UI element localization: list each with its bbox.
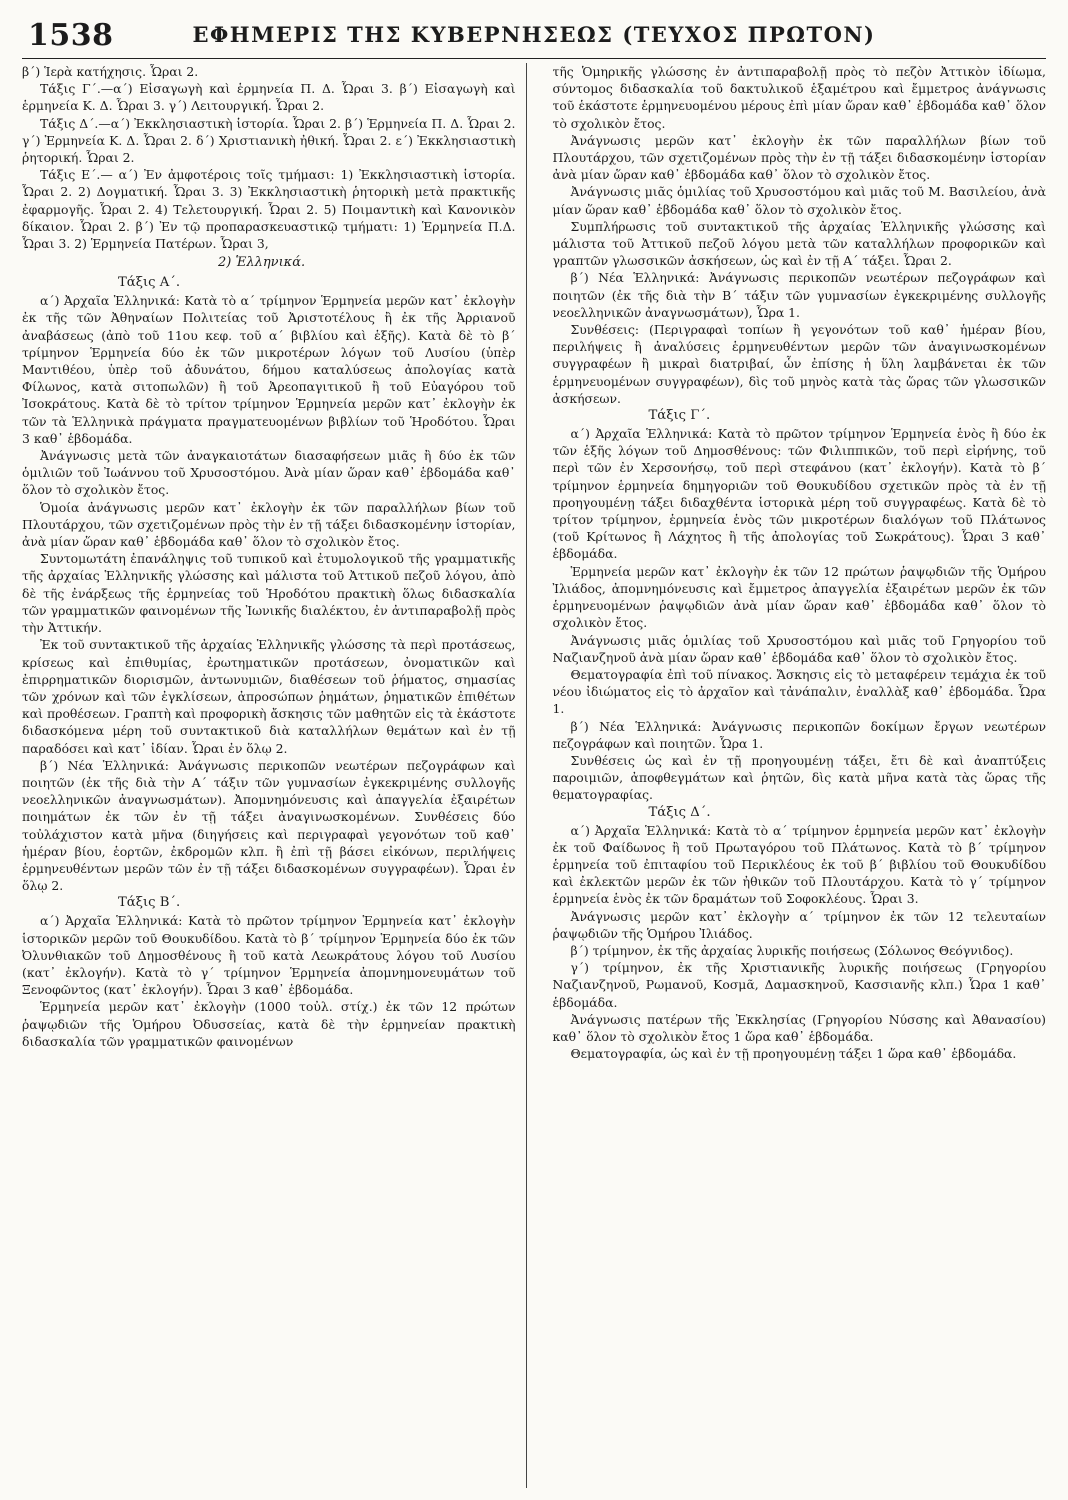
class-heading: Τάξις Β΄. [118,895,181,911]
paragraph: Ἀνάγνωσις μιᾶς ὁμιλίας τοῦ Χρυσοστόμου καὶ μιᾶς τοῦ Μ. Βασιλείου, ἀνὰ μίαν ὥραν καθ᾽ ἑβδομάδα καθ᾽ ὅλον τὸ σχολικὸν ἔτος. [552,184,1046,217]
page-header [22,14,1046,59]
paragraph: β΄) Νέα Ἑλληνικά: Ἀνάγνωσις περικοπῶν νεωτέρων πεζογράφων καὶ ποιητῶν (ἐκ τῆς διὰ τὴν Β΄ τάξιν τῶν γυμνασίων ἐγκεκριμένης συλλογῆς νεοελληνικῶν ἀναγνωσμάτων), Ὧρα 1. [552,270,1046,320]
paragraph: γ΄) τρίμηνον, ἐκ τῆς Χριστιανικῆς λυρικῆς ποιήσεως (Γρηγορίου Ναζιανζηνοῦ, Ρωμανοῦ, Κοσμᾶ, Δαμασκηνοῦ, Κασσιανῆς κλπ.) Ὧρα 1 καθ᾽ ἑβδομάδα. [552,960,1046,1010]
paragraph: Συνθέσεις: (Περιγραφαὶ τοπίων ἢ γεγονότων τοῦ καθ᾽ ἡμέραν βίου, περιλήψεις ἢ ἀναλύσεις ἑρμηνευθέντων μερῶν τῶν ἀναγινωσκομένων συγγραφέων ἢ μικραὶ διατριβαί, ὧν ἐπίσης ἡ ὕλη λαμβάνεται ἐκ τῶν ἑρμηνευομένων συγγραφέων), δὶς τοῦ μηνὸς κατὰ τὰς ὥρας τῶν γλωσσικῶν ἀσκήσεων. [552,322,1046,406]
paragraph: β΄) τρίμηνον, ἐκ τῆς ἀρχαίας λυρικῆς ποιήσεως (Σόλωνος Θεόγνιδος). [570,942,1014,958]
right-column [549,63,1047,1488]
left-column [22,63,527,1488]
paragraph: Συντομωτάτη ἐπανάληψις τοῦ τυπικοῦ καὶ ἐτυμολογικοῦ τῆς γραμματικῆς τῆς ἀρχαίας Ἑλληνικῆς γλώσσης καὶ μάλιστα τοῦ Ἀττικοῦ πεζοῦ λόγου, ἀπὸ δὲ τῆς ἐνάρξεως τῆς ἑρμηνείας τοῦ Ἡροδότου πρακτικὴ ὅλως διδασκαλία τῶν γραμματικῶν φαινομένων τῆς Ἰωνικῆς διαλέκτου, ἐν ἀντιπαραβολῇ πρὸς τὴν Ἀττικήν. [22,551,516,636]
paragraph: Ὁμοία ἀνάγνωσις μερῶν κατ᾽ ἐκλογὴν ἐκ τῶν παραλλήλων βίων τοῦ Πλουτάρχου, τῶν σχετιζομένων πρὸς τὴν ἐν τῇ τάξει διδασκομένην ἱστορίαν, ἀνὰ μίαν ὥραν καθ᾽ ἑβδομάδα καθ᾽ ὅλον τὸ σχολικὸν ἔτος. [22,499,516,550]
paragraph: Τάξις Δ΄.—α΄) Ἐκκλησιαστικὴ ἱστορία. Ὧραι 2. β΄) Ἑρμηνεία Π. Δ. Ὧραι 2. γ΄) Ἑρμηνεία Κ. Δ. Ὧραι 2. δ΄) Χριστιανικὴ ἠθική. Ὧραι 2. ε΄) Ἐκκλησιαστικὴ ῥητορική. Ὧραι 2. [22,115,516,166]
paragraph: Ἑρμηνεία μερῶν κατ᾽ ἐκλογὴν ἐκ τῶν 12 πρώτων ῥαψῳδιῶν τῆς Ὁμήρου Ἰλιάδος, ἀπομνημόνευσις καὶ ἔμμετρος ἀπαγγελία ἐξαιρέτων μερῶν ἐκ τῶν ἑρμηνευομένων ῥαψῳδιῶν ἀνὰ μίαν ὥραν καθ᾽ ἑβδομάδα καθ᾽ ὅλον τὸ σχολικὸν ἔτος. [552,563,1046,631]
paragraph: τῆς Ὁμηρικῆς γλώσσης ἐν ἀντιπαραβολῇ πρὸς τὸ πεζὸν Ἀττικὸν ἰδίωμα, σύντομος διδασκαλία τοῦ δακτυλικοῦ ἑξαμέτρου καὶ ἔμμετρος ἀνάγνωσις τοῦ ἑκάστοτε ἑρμηνευομένου μέρους ἐπὶ μίαν ὥραν καθ᾽ ἑβδομάδα καθ᾽ ὅλον τὸ σχολικὸν ἔτος. [552,64,1046,131]
paragraph: β΄) Νέα Ἑλληνικά: Ἀνάγνωσις περικοπῶν νεωτέρων πεζογράφων καὶ ποιητῶν (ἐκ τῆς διὰ τὴν Α΄ τάξιν τῶν γυμνασίων ἐγκεκριμένης συλλογῆς νεοελληνικῶν ἀναγνωσμάτων). Ἀπομνημόνευσις καὶ ἀπαγγελία ἐξαιρέτων ποιημάτων ἐκ τῶν ἐν τῇ τάξει ἀναγινωσκομένων. Συνθέσεις δύο τοὐλάχιστον κατὰ μῆνα (διηγήσεις καὶ περιγραφαὶ γεγονότων τοῦ καθ᾽ ἡμέραν βίου, ἑορτῶν, ἐκδρομῶν κλπ. ἢ ἐπὶ τῇ βάσει εἰκόνων, περιλήψεις ἑρμηνευθέντων μερῶν τῶν ἐν τῇ τάξει διδασκομένων συγγραφέων). Ὧραι ἐν ὅλῳ 2. [22,757,516,894]
paragraph: Ἐκ τοῦ συντακτικοῦ τῆς ἀρχαίας Ἑλληνικῆς γλώσσης τὰ περὶ προτάσεως, κρίσεως καὶ ἐπιθυμίας, ἐρωτηματικῶν προτάσεων, ὀνοματικῶν καὶ ἐπιρρηματικῶν διορισμῶν, ἀντωνυμιῶν, διαθέσεων τοῦ ῥήματος, σημασίας τῶν χρόνων καὶ τῶν ἐγκλίσεων, ἀπροσώπων ῥημάτων, ῥηματικῶν ἐπιθέτων καὶ προθέσεων. Γραπτὴ καὶ προφορικὴ ἄσκησις τῶν μαθητῶν εἰς τὰ ἑκάστοτε διδασκόμενα μέρη τοῦ συντακτικοῦ διὰ καταλλήλων θεμάτων καὶ ἐν τῇ παραδόσει καὶ κατ᾽ ἰδίαν. Ὧραι ἐν ὅλῳ 2. [22,637,516,756]
paragraph: Τάξις Γ΄.—α΄) Εἰσαγωγὴ καὶ ἑρμηνεία Π. Δ. Ὧραι 3. β΄) Εἰσαγωγὴ καὶ ἑρμηνεία Κ. Δ. Ὧραι 3. γ΄) Λειτουργική. Ὧραι 2. [22,81,516,114]
paragraph: Ἀνάγνωσις μερῶν κατ᾽ ἐκλογὴν ἐκ τῶν παραλλήλων βίων τοῦ Πλουτάρχου, τῶν σχετιζομένων πρὸς τὴν ἐν τῇ τάξει διδασκομένην ἱστορίαν ἀνὰ μίαν ὥραν καθ᾽ ἑβδομάδα καθ᾽ ὅλον τὸ σχολικὸν ἔτος. [552,132,1046,183]
class-heading: Τάξις Γ΄. [648,408,711,424]
paragraph: α΄) Ἀρχαῖα Ἑλληνικά: Κατὰ τὸ α΄ τρίμηνον ἑρμηνεία μερῶν κατ᾽ ἐκλογὴν ἐκ τοῦ Φαίδωνος ἢ τοῦ Πρωταγόρου τοῦ Πλάτωνος. Κατὰ τὸ β΄ τρίμηνον ἑρμηνεία τοῦ ἐπιταφίου τοῦ Περικλέους ἐκ τοῦ β΄ βιβλίου τοῦ Θουκυδίδου καὶ ἐκλεκτῶν μερῶν ἐκ τῶν ἠθικῶν τοῦ Πλουτάρχου. Κατὰ τὸ γ΄ τρίμηνον ἑρμηνεία ἑνὸς ἐκ τῶν δραμάτων τοῦ Σοφοκλέους. Ὧραι 3. [552,822,1046,907]
paragraph: α΄) Ἀρχαῖα Ἑλληνικά: Κατὰ τὸ πρῶτον τρίμηνον Ἑρμηνεία ἑνὸς ἢ δύο ἐκ τῶν ἑξῆς λόγων τοῦ Δημοσθένους: τῶν Φιλιππικῶν, τοῦ περὶ εἰρήνης, τοῦ περὶ τῶν ἐν Χερσονήσῳ, τοῦ περὶ στεφάνου (κατ᾽ ἐκλογήν). Κατὰ τὸ β΄ τρίμηνον ἑρμηνεία δημηγοριῶν τοῦ Θουκυδίδου σχετικῶν πρὸς τὰ ἐν τῇ προηγουμένῃ τάξει διδαχθέντα ἱστορικὰ μέρη τοῦ συγγραφέως. Κατὰ δὲ τὸ τρίτον τρίμηνον, ἑρμηνεία ἑνὸς τῶν μικροτέρων διαλόγων τοῦ Πλάτωνος (τοῦ Κρίτωνος ἢ Λάχητος ἢ τῆς ἀπολογίας τοῦ Σωκράτους). Ὧραι 3 καθ᾽ ἑβδομάδα. [552,426,1046,562]
paragraph: Ἑρμηνεία μερῶν κατ᾽ ἐκλογὴν (1000 τοὐλ. στίχ.) ἐκ τῶν 12 πρώτων ῥαψῳδιῶν τῆς Ὁμήρου Ὀδυσσείας, κατὰ δὲ τὴν ἑρμηνείαν πρακτικὴ διδασκαλία τῶν γραμματικῶν φαινομένων [22,999,516,1049]
paragraph: Συμπλήρωσις τοῦ συντακτικοῦ τῆς ἀρχαίας Ἑλληνικῆς γλώσσης καὶ μάλιστα τοῦ Ἀττικοῦ πεζοῦ λόγου μετὰ τῶν καταλλήλων προφορικῶν καὶ γραπτῶν γλωσσικῶν ἀσκήσεων, ὡς καὶ ἐν τῇ Α΄ τάξει. Ὧραι 2. [552,218,1046,269]
paragraph: β΄) Νέα Ἑλληνικά: Ἀνάγνωσις περικοπῶν δοκίμων ἔργων νεωτέρων πεζογράφων καὶ ποιητῶν. Ὧρα 1. [552,718,1046,751]
paragraph: Συνθέσεις ὡς καὶ ἐν τῇ προηγουμένῃ τάξει, ἔτι δὲ καὶ ἀναπτύξεις παροιμιῶν, ἀποφθεγμάτων καὶ ῥητῶν, δὶς κατὰ μῆνα κατὰ τὰς ὥρας τῆς θεματογραφίας. [552,752,1046,803]
paragraph: Ἀνάγνωσις πατέρων τῆς Ἐκκλησίας (Γρηγορίου Νύσσης καὶ Ἀθανασίου) καθ᾽ ὅλον τὸ σχολικὸν ἔτος 1 ὥρα καθ᾽ ἑβδομάδα. [552,1011,1046,1044]
running-title: ΕΦΗΜΕΡΙΣ ΤΗΣ ΚΥΒΕΡΝΗΣΕΩΣ (ΤΕΥΧΟΣ ΠΡΩΤΟΝ) [192,22,876,47]
paragraph: Ἀνάγνωσις μετὰ τῶν ἀναγκαιοτάτων διασαφήσεων μιᾶς ἢ δύο ἐκ τῶν ὁμιλιῶν τοῦ Ἰωάννου τοῦ Χρυσοστόμου. Ἀνὰ μίαν ὥραν καθ᾽ ἑβδομάδα καθ᾽ ὅλον τὸ σχολικὸν ἔτος. [22,448,516,498]
paragraph: α΄) Ἀρχαῖα Ἑλληνικά: Κατὰ τὸ α΄ τρίμηνον Ἑρμηνεία μερῶν κατ᾽ ἐκλογὴν ἐκ τῆς τῶν Ἀθηναίων Πολιτείας τοῦ Ἀριστοτέλους ἢ ἐκ τῆς Ἀρριανοῦ ἀναβάσεως (ἀπὸ τοῦ 11ου κεφ. τοῦ α΄ βιβλίου καὶ ἑξῆς). Κατὰ δὲ τὸ β΄ τρίμηνον Ἑρμηνεία δύο ἐκ τῶν μικροτέρων λόγων τοῦ Λυσίου (ὑπὲρ Μαντιθέου, ὑπὲρ τοῦ ἀδυνάτου, δήμου καταλύσεως ἀπολογίας κατὰ Φίλωνος, κατὰ σιτοπωλῶν) ἢ τοῦ Ἀρεοπαγιτικοῦ ἢ τοῦ Εὐαγόρου τοῦ Ἰσοκράτους. Κατὰ δὲ τὸ τρίτον τρίμηνον Ἑρμηνεία μερῶν κατ᾽ ἐκλογὴν ἐκ τῶν τὰ Ἑλληνικὰ πράγματα πραγματευομένων βιβλίων τοῦ Ἡροδότου. Ὧραι 3 καθ᾽ ἑβδομάδα. [22,293,516,446]
paragraph: Ἀνάγνωσις μιᾶς ὁμιλίας τοῦ Χρυσοστόμου καὶ μιᾶς τοῦ Γρηγορίου τοῦ Ναζιανζηνοῦ ἀνὰ μίαν ὥραν καθ᾽ ἑβδομάδα καθ᾽ ὅλον τὸ σχολικὸν ἔτος. [552,632,1046,665]
paragraph: β΄) Ἱερὰ κατήχησις. Ὧραι 2. [22,64,199,79]
class-heading: Τάξις Α΄. [118,275,181,291]
paragraph: Ἀνάγνωσις μερῶν κατ᾽ ἐκλογὴν α΄ τρίμηνον ἐκ τῶν 12 τελευταίων ῥαψῳδιῶν τῆς Ὁμήρου Ἰλιάδος. [552,908,1046,941]
class-heading: Τάξις Δ΄. [648,804,711,820]
page-number: 1538 [28,18,114,53]
paragraph: α΄) Ἀρχαῖα Ἑλληνικά: Κατὰ τὸ πρῶτον τρίμηνον Ἑρμηνεία κατ᾽ ἐκλογὴν ἱστορικῶν μερῶν τοῦ Θουκυδίδου. Κατὰ τὸ β΄ τρίμηνον Ἑρμηνεία δύο ἐκ τῶν Ὀλυνθιακῶν τοῦ Δημοσθένους ἢ τοῦ κατὰ Λεωκράτους λόγου τοῦ Λυσίου (κατ᾽ ἐκλογήν). Κατὰ τὸ γ΄ τρίμηνον Ἑρμηνεία ἀπομνημονευμάτων τοῦ Ξενοφῶντος (κατ᾽ ἐκλογήν). Ὧραι 3 καθ᾽ ἑβδομάδα. [22,913,516,998]
paragraph: Τάξις Ε΄.— α΄) Ἐν ἀμφοτέροις τοῖς τμήμασι: 1) Ἐκκλησιαστικὴ ἱστορία. Ὧραι 2. 2) Δογματική. Ὧραι 3. 3) Ἐκκλησιαστικὴ ῥητορικὴ μετὰ πρακτικῆς ἐφαρμογῆς. Ὧραι 2. 4) Τελετουργική. Ὧραι 2. 5) Ποιμαντικὴ καὶ Κανονικὸν δίκαιον. Ὧραι 2. β΄) Ἐν τῷ προπαρασκευαστικῷ τμήματι: 1) Ἑρμηνεία Π.Δ. Ὧραι 3. 2) Ἑρμηνεία Πατέρων. Ὧραι 3, [22,167,516,252]
paragraph: Θεματογραφία ἐπὶ τοῦ πίνακος. Ἄσκησις εἰς τὸ μεταφέρειν τεμάχια ἐκ τοῦ νέου ἰδιώματος εἰς τὸ ἀρχαῖον καὶ τἀνάπαλιν, ἐναλλὰξ καθ᾽ ἑβδομάδα. Ὧρα 1. [552,666,1046,717]
text-columns [22,63,1046,1488]
paragraph: Θεματογραφία, ὡς καὶ ἐν τῇ προηγουμένῃ τάξει 1 ὥρα καθ᾽ ἑβδομάδα. [570,1046,1017,1062]
section-heading: 2) Ἑλληνικά. [218,255,306,271]
